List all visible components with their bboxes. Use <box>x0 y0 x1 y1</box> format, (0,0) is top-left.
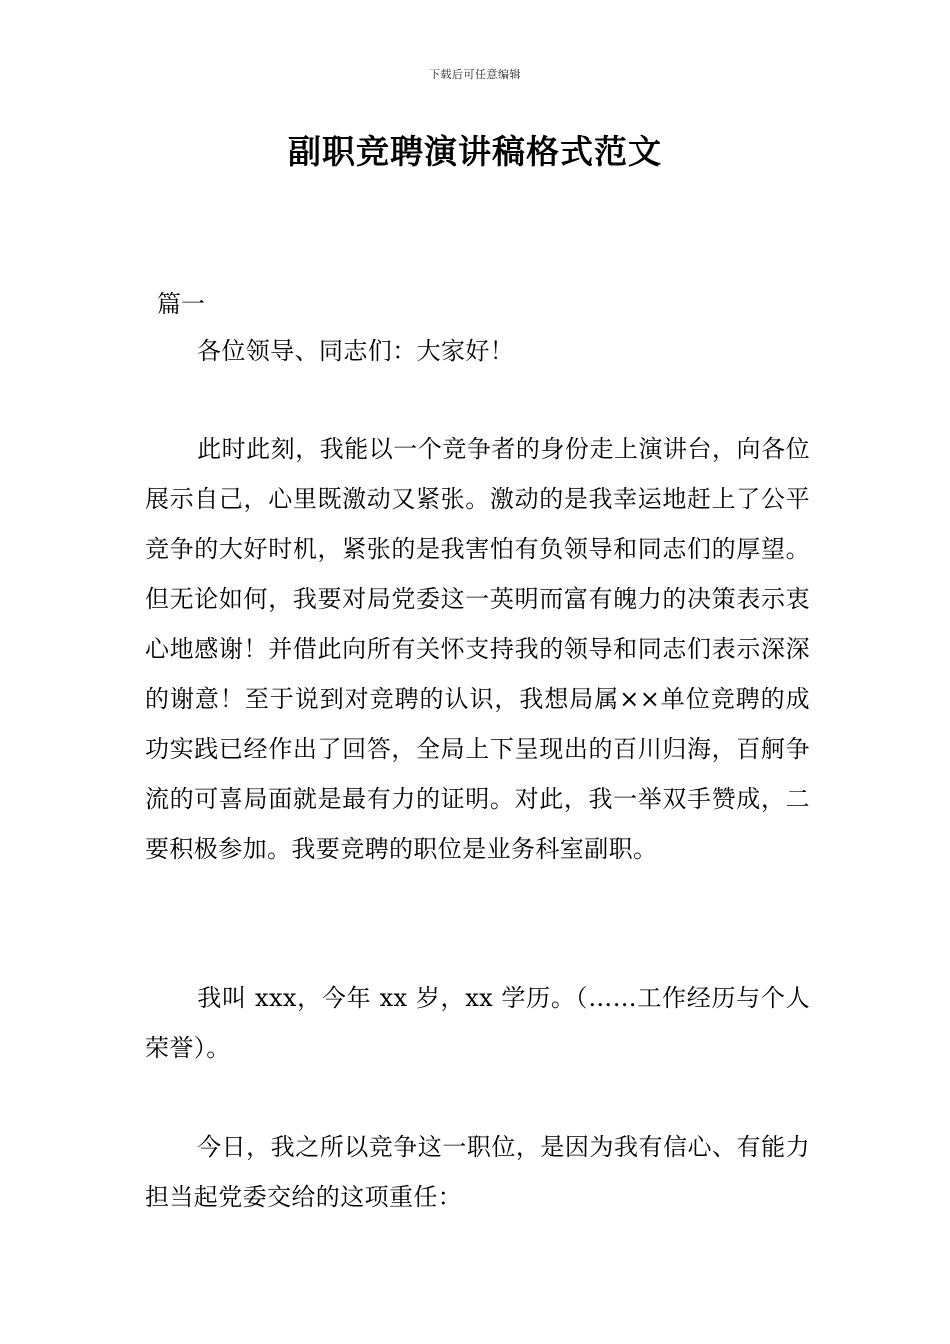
reason-text: 今日，我之所以竞争这一职位，是因为我有信心、有能力担当起党委交给的这项重任： <box>145 1133 810 1211</box>
personal-info-paragraph <box>145 973 810 1073</box>
section-label: 篇一 <box>157 290 205 318</box>
intro-text: 此时此刻，我能以一个竞争者的身份走上演讲台，向各位展示自己，心里既激动又紧张。激动的是我幸运地赶上了公平竞争的大好时机，紧张的是我害怕有负领导和同志们的厚望。但无论如何，我要对局党委这一英明而富有魄力的决策表示衷心地感谢！并借此向所有关怀支持我的领导和同志们表示深深的谢意！至于说到对竞聘的认识，我想局属××单位竞聘的成功实践已经作出了回答，全局上下呈现出的百川归海，百舸争流的可喜局面就是最有力的证明。对此，我一举双手赞成，二要积极参加。我要竞聘的职位是业务科室副职。 <box>145 435 810 863</box>
intro-paragraph <box>145 424 810 874</box>
personal-info-text: 我叫 xxx，今年 xx 岁，xx 学历。（……工作经历与个人荣誉）。 <box>145 984 810 1062</box>
document-title: 副职竞聘演讲稿格式范文 <box>288 132 662 171</box>
greeting-text: 各位领导、同志们：大家好！ <box>197 337 515 365</box>
reason-paragraph <box>145 1122 810 1222</box>
header-note: 下载后可任意编辑 <box>429 68 521 81</box>
greeting-paragraph <box>145 326 810 376</box>
